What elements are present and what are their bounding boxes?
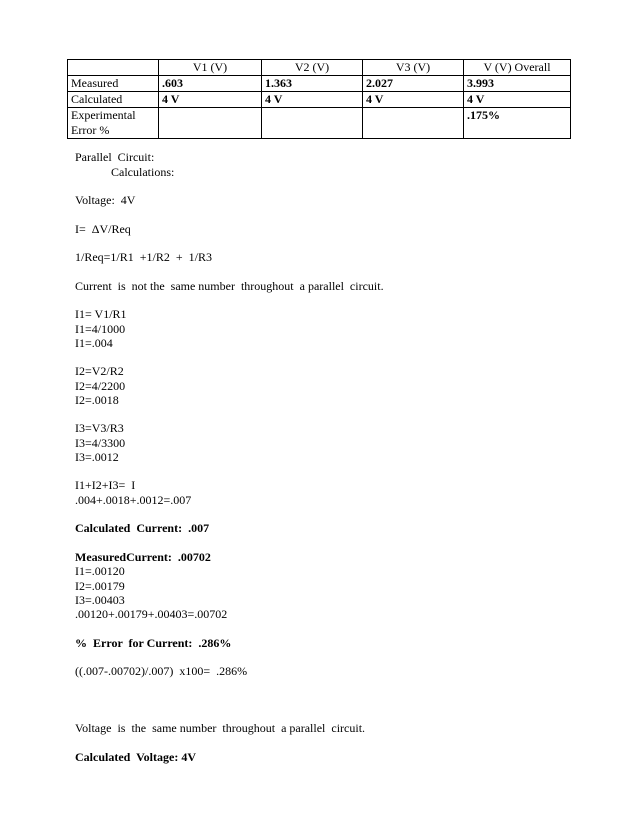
row-label: Measured — [68, 76, 159, 92]
table-cell: 2.027 — [363, 76, 464, 92]
table-header-cell: V3 (V) — [363, 60, 464, 76]
formula-line: I1=.004 — [75, 336, 113, 350]
table-header-cell: V1 (V) — [159, 60, 262, 76]
table-row — [68, 108, 571, 139]
formula-line: I= ΔV/Req — [75, 222, 131, 236]
table-header-cell: V (V) Overall — [464, 60, 571, 76]
table-row — [68, 76, 571, 92]
table-header-cell: V2 (V) — [262, 60, 363, 76]
formula-line: I1=4/1000 — [75, 322, 126, 336]
table-cell: 4 V — [464, 92, 571, 108]
row-label: Calculated — [68, 92, 159, 108]
table-cell: 3.993 — [464, 76, 571, 92]
table-cell: .603 — [159, 76, 262, 92]
table-cell — [363, 108, 464, 139]
formula-line: I3=V3/R3 — [75, 421, 124, 435]
statement-line: Voltage is the same number throughout a parallel circuit. — [75, 721, 366, 735]
table-cell: .175% — [464, 108, 571, 139]
row-label: Experimental Error % — [68, 108, 159, 139]
table-cell — [262, 108, 363, 139]
calculated-current: Calculated Current: .007 — [75, 521, 210, 535]
formula-line: I2=.00179 — [75, 579, 125, 593]
formula-line: .00120+.00179+.00403=.00702 — [75, 607, 228, 621]
section-heading: Parallel Circuit: — [75, 150, 155, 164]
voltage-table — [67, 59, 571, 139]
measured-current: MeasuredCurrent: .00702 — [75, 550, 211, 564]
formula-line: I2=4/2200 — [75, 379, 126, 393]
table-header-cell — [68, 60, 159, 76]
formula-line: .004+.0018+.0012=.007 — [75, 493, 192, 507]
error-heading: % Error for Current: .286% — [75, 636, 232, 650]
formula-line: 1/Req=1/R1 +1/R2 + 1/R3 — [75, 250, 212, 264]
formula-line: I2=.0018 — [75, 393, 119, 407]
formula-line: ((.007-.00702)/.007) x100= .286% — [75, 664, 248, 678]
table-row — [68, 92, 571, 108]
formula-line: I1= V1/R1 — [75, 307, 127, 321]
formula-line: I2=V2/R2 — [75, 364, 124, 378]
statement-line: Current is not the same number throughout a parallel circuit. — [75, 279, 384, 293]
subsection-heading: Calculations: — [111, 165, 175, 179]
formula-line: I1=.00120 — [75, 564, 125, 578]
formula-line: I3=4/3300 — [75, 436, 126, 450]
table-cell: 1.363 — [262, 76, 363, 92]
formula-line: I3=.0012 — [75, 450, 119, 464]
table-cell — [159, 108, 262, 139]
table-cell: 4 V — [262, 92, 363, 108]
table-cell: 4 V — [159, 92, 262, 108]
table-cell: 4 V — [363, 92, 464, 108]
formula-line: I1+I2+I3= I — [75, 478, 136, 492]
formula-line: I3=.00403 — [75, 593, 125, 607]
voltage-line: Voltage: 4V — [75, 193, 136, 207]
calculated-voltage: Calculated Voltage: 4V — [75, 750, 196, 764]
table-header-row — [68, 60, 571, 76]
